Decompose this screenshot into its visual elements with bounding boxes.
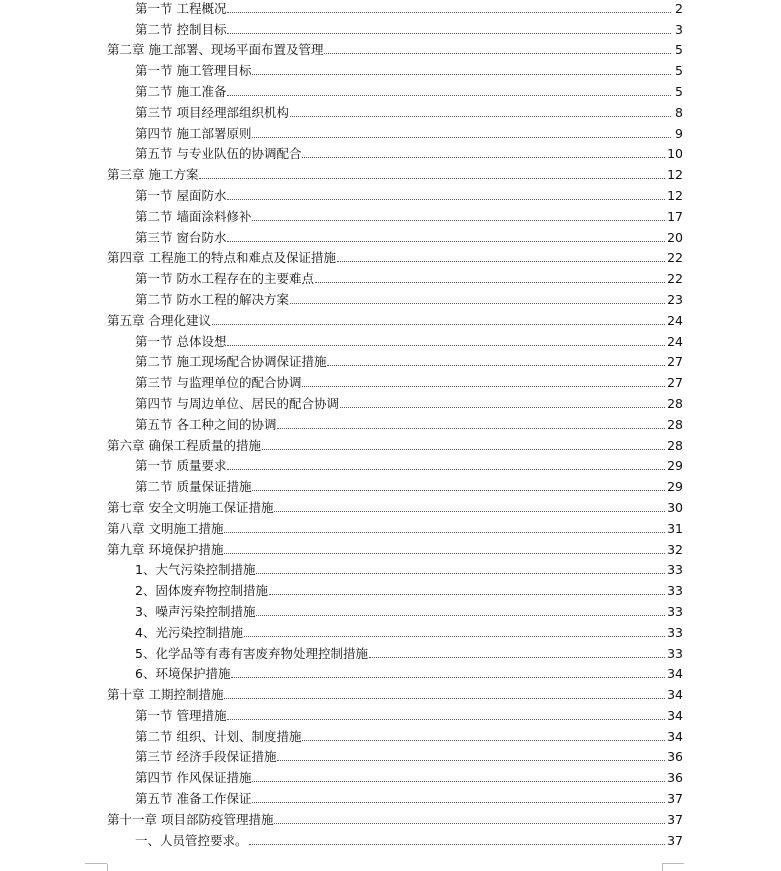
toc-entry-page-number: 2 [675, 0, 683, 16]
toc-entry-title: 第二节 施工准备 [135, 83, 227, 99]
page-corner-mark-right [662, 863, 684, 864]
toc-entry-title: 第八章 文明施工措施 [107, 520, 224, 536]
toc-section-entry[interactable] [0, 78, 781, 99]
toc-entry-title: 第一节 屋面防水 [135, 187, 227, 203]
toc-section-entry[interactable] [0, 265, 781, 286]
toc-entry-page-number: 37 [667, 791, 683, 807]
toc-entry-page-number: 29 [667, 458, 683, 474]
toc-entry-page-number: 27 [667, 354, 683, 370]
toc-entry-page-number: 28 [667, 416, 683, 432]
toc-dot-leader [324, 53, 671, 54]
toc-entry-page-number: 8 [675, 104, 683, 120]
toc-section-entry[interactable] [0, 453, 781, 474]
toc-dot-leader [244, 636, 665, 637]
toc-entry-title: 1、大气污染控制措施 [135, 562, 256, 578]
toc-section-entry[interactable] [0, 120, 781, 141]
toc-dot-leader [302, 386, 665, 387]
toc-entry-title: 5、化学品等有毒有害废弃物处理控制措施 [135, 645, 368, 661]
toc-entry-page-number: 5 [675, 63, 683, 79]
toc-entry-title: 第二节 墙面涂料修补 [135, 208, 252, 224]
toc-entry-page-number: 30 [667, 499, 683, 515]
toc-entry-title: 第三节 与监理单位的配合协调 [135, 375, 302, 391]
toc-entry-page-number: 10 [667, 146, 683, 162]
toc-entry-page-number: 12 [667, 167, 683, 183]
toc-chapter-entry[interactable] [0, 494, 781, 515]
toc-dot-leader [290, 303, 665, 304]
toc-dot-leader [369, 657, 665, 658]
toc-entry-title: 第三节 经济手段保证措施 [135, 749, 277, 765]
toc-entry-title: 第六章 确保工程质量的措施 [107, 437, 261, 453]
toc-entry-title: 第十章 工期控制措施 [107, 687, 224, 703]
toc-section-entry[interactable] [0, 328, 781, 349]
toc-dot-leader [290, 116, 671, 117]
toc-entry-title: 第四章 工程施工的特点和难点及保证措施 [107, 250, 336, 266]
toc-entry-page-number: 33 [667, 562, 683, 578]
toc-entry-page-number: 34 [667, 728, 683, 744]
toc-dot-leader [262, 449, 665, 450]
toc-dot-leader [269, 594, 665, 595]
toc-dot-leader [302, 157, 665, 158]
toc-entry-title: 第一节 管理措施 [135, 707, 227, 723]
toc-entry-title: 3、噪声污染控制措施 [135, 603, 256, 619]
toc-section-entry[interactable] [0, 785, 781, 806]
toc-entry-title: 第十一章 项目部防疫管理措施 [107, 811, 274, 827]
toc-dot-leader [337, 261, 665, 262]
toc-dot-leader [249, 844, 666, 845]
toc-chapter-entry[interactable] [0, 806, 781, 827]
toc-section-entry[interactable] [0, 16, 781, 37]
toc-dot-leader [252, 74, 671, 75]
toc-section-entry[interactable] [0, 764, 781, 785]
toc-entry-page-number: 34 [667, 687, 683, 703]
toc-entry-title: 第一节 工程概况 [135, 0, 227, 16]
toc-chapter-entry[interactable] [0, 37, 781, 58]
toc-dot-leader [252, 220, 665, 221]
toc-entry-title: 第三章 施工方案 [107, 167, 199, 183]
toc-entry-title: 第九章 环境保护措施 [107, 541, 224, 557]
toc-section-entry[interactable] [0, 141, 781, 162]
toc-entry-title: 第一节 施工管理目标 [135, 63, 252, 79]
toc-section-entry[interactable] [0, 411, 781, 432]
page-corner-mark-left [85, 863, 107, 864]
toc-section-entry[interactable] [0, 349, 781, 370]
toc-dot-leader [256, 573, 665, 574]
toc-chapter-entry[interactable] [0, 681, 781, 702]
toc-chapter-entry[interactable] [0, 536, 781, 557]
toc-entry-title: 2、固体废弃物控制措施 [135, 583, 268, 599]
toc-dot-leader [277, 428, 665, 429]
toc-entry-page-number: 29 [667, 479, 683, 495]
toc-entry-page-number: 27 [667, 375, 683, 391]
toc-section-entry[interactable] [0, 369, 781, 390]
toc-entry-page-number: 33 [667, 645, 683, 661]
toc-section-entry[interactable] [0, 99, 781, 120]
toc-chapter-entry[interactable] [0, 432, 781, 453]
toc-dot-leader [256, 615, 665, 616]
toc-entry-page-number: 5 [675, 42, 683, 58]
toc-entry-page-number: 33 [667, 583, 683, 599]
toc-dot-leader [274, 823, 665, 824]
toc-entry-title: 第二节 质量保证措施 [135, 479, 252, 495]
toc-entry-title: 第五章 合理化建议 [107, 312, 211, 328]
toc-dot-leader [227, 469, 665, 470]
toc-entry-title: 第五节 准备工作保证 [135, 791, 252, 807]
toc-entry-title: 第四节 施工部署原则 [135, 125, 252, 141]
toc-section-entry[interactable] [0, 390, 781, 411]
toc-entry-page-number: 36 [667, 749, 683, 765]
toc-section-entry[interactable] [0, 702, 781, 723]
toc-chapter-entry[interactable] [0, 515, 781, 536]
toc-section-entry[interactable] [0, 723, 781, 744]
toc-entry-page-number: 22 [667, 271, 683, 287]
toc-dot-leader [224, 532, 665, 533]
toc-section-entry[interactable] [0, 0, 781, 16]
toc-entry-page-number: 34 [667, 707, 683, 723]
toc-dot-leader [252, 490, 665, 491]
toc-entry-page-number: 20 [667, 229, 683, 245]
toc-dot-leader [315, 282, 665, 283]
toc-chapter-entry[interactable] [0, 307, 781, 328]
toc-dot-leader [227, 719, 665, 720]
toc-section-entry[interactable] [0, 203, 781, 224]
toc-entry-title: 第五节 各工种之间的协调 [135, 416, 277, 432]
toc-dot-leader [327, 365, 665, 366]
toc-entry-page-number: 37 [667, 832, 683, 848]
toc-dot-leader [227, 12, 671, 13]
toc-section-entry[interactable] [0, 286, 781, 307]
toc-dot-leader [340, 407, 665, 408]
toc-section-entry[interactable] [0, 827, 781, 848]
toc-dot-leader [274, 511, 665, 512]
toc-section-entry[interactable] [0, 577, 781, 598]
toc-section-entry[interactable] [0, 224, 781, 245]
toc-entry-page-number: 33 [667, 603, 683, 619]
toc-section-entry[interactable] [0, 598, 781, 619]
toc-entry-page-number: 3 [675, 21, 683, 37]
toc-entry-page-number: 9 [675, 125, 683, 141]
toc-entry-page-number: 23 [667, 291, 683, 307]
toc-entry-title: 第四节 作风保证措施 [135, 770, 252, 786]
toc-entry-page-number: 31 [667, 520, 683, 536]
toc-dot-leader [252, 781, 665, 782]
toc-dot-leader [227, 241, 665, 242]
toc-dot-leader [231, 677, 665, 678]
toc-section-entry[interactable] [0, 57, 781, 78]
toc-entry-title: 第二章 施工部署、现场平面布置及管理 [107, 42, 324, 58]
toc-entry-title: 第二节 控制目标 [135, 21, 227, 37]
toc-entry-page-number: 24 [667, 333, 683, 349]
toc-dot-leader [224, 698, 665, 699]
toc-entry-title: 第四节 与周边单位、居民的配合协调 [135, 395, 339, 411]
toc-entry-title: 第一节 质量要求 [135, 458, 227, 474]
toc-entry-title: 第五节 与专业队伍的协调配合 [135, 146, 302, 162]
toc-entry-page-number: 34 [667, 666, 683, 682]
toc-entry-title: 第三节 项目经理部组织机构 [135, 104, 289, 120]
toc-dot-leader [227, 199, 665, 200]
toc-section-entry[interactable] [0, 182, 781, 203]
toc-entry-page-number: 24 [667, 312, 683, 328]
toc-entry-page-number: 37 [667, 811, 683, 827]
toc-section-entry[interactable] [0, 661, 781, 682]
toc-section-entry[interactable] [0, 619, 781, 640]
toc-entry-title: 第三节 窗台防水 [135, 229, 227, 245]
toc-dot-leader [227, 33, 671, 34]
toc-entry-title: 第一节 总体设想 [135, 333, 227, 349]
toc-entry-title: 第一节 防水工程存在的主要难点 [135, 271, 314, 287]
toc-entry-page-number: 32 [667, 541, 683, 557]
toc-entry-title: 第二节 施工现场配合协调保证措施 [135, 354, 327, 370]
toc-entry-title: 一、人员管控要求。 [135, 832, 248, 848]
toc-dot-leader [302, 740, 665, 741]
toc-entry-title: 第二节 防水工程的解决方案 [135, 291, 289, 307]
toc-dot-leader [252, 137, 671, 138]
toc-entry-page-number: 22 [667, 250, 683, 266]
toc-dot-leader [227, 95, 671, 96]
toc-entry-page-number: 36 [667, 770, 683, 786]
toc-entry-title: 6、环境保护措施 [135, 666, 231, 682]
toc-entry-page-number: 28 [667, 437, 683, 453]
toc-section-entry[interactable] [0, 744, 781, 765]
toc-entry-page-number: 5 [675, 83, 683, 99]
toc-section-entry[interactable] [0, 557, 781, 578]
toc-dot-leader [199, 178, 665, 179]
toc-entry-title: 第二节 组织、计划、制度措施 [135, 728, 302, 744]
toc-section-entry[interactable] [0, 473, 781, 494]
toc-chapter-entry[interactable] [0, 161, 781, 182]
toc-dot-leader [277, 760, 665, 761]
toc-entry-page-number: 12 [667, 187, 683, 203]
toc-dot-leader [252, 802, 665, 803]
toc-section-entry[interactable] [0, 640, 781, 661]
toc-entry-page-number: 17 [667, 208, 683, 224]
toc-chapter-entry[interactable] [0, 245, 781, 266]
toc-entry-page-number: 33 [667, 624, 683, 640]
toc-entry-page-number: 28 [667, 395, 683, 411]
toc-entry-title: 第七章 安全文明施工保证措施 [107, 499, 274, 515]
toc-dot-leader [227, 345, 665, 346]
toc-entry-title: 4、光污染控制措施 [135, 624, 243, 640]
toc-dot-leader [224, 553, 665, 554]
toc-dot-leader [212, 324, 665, 325]
